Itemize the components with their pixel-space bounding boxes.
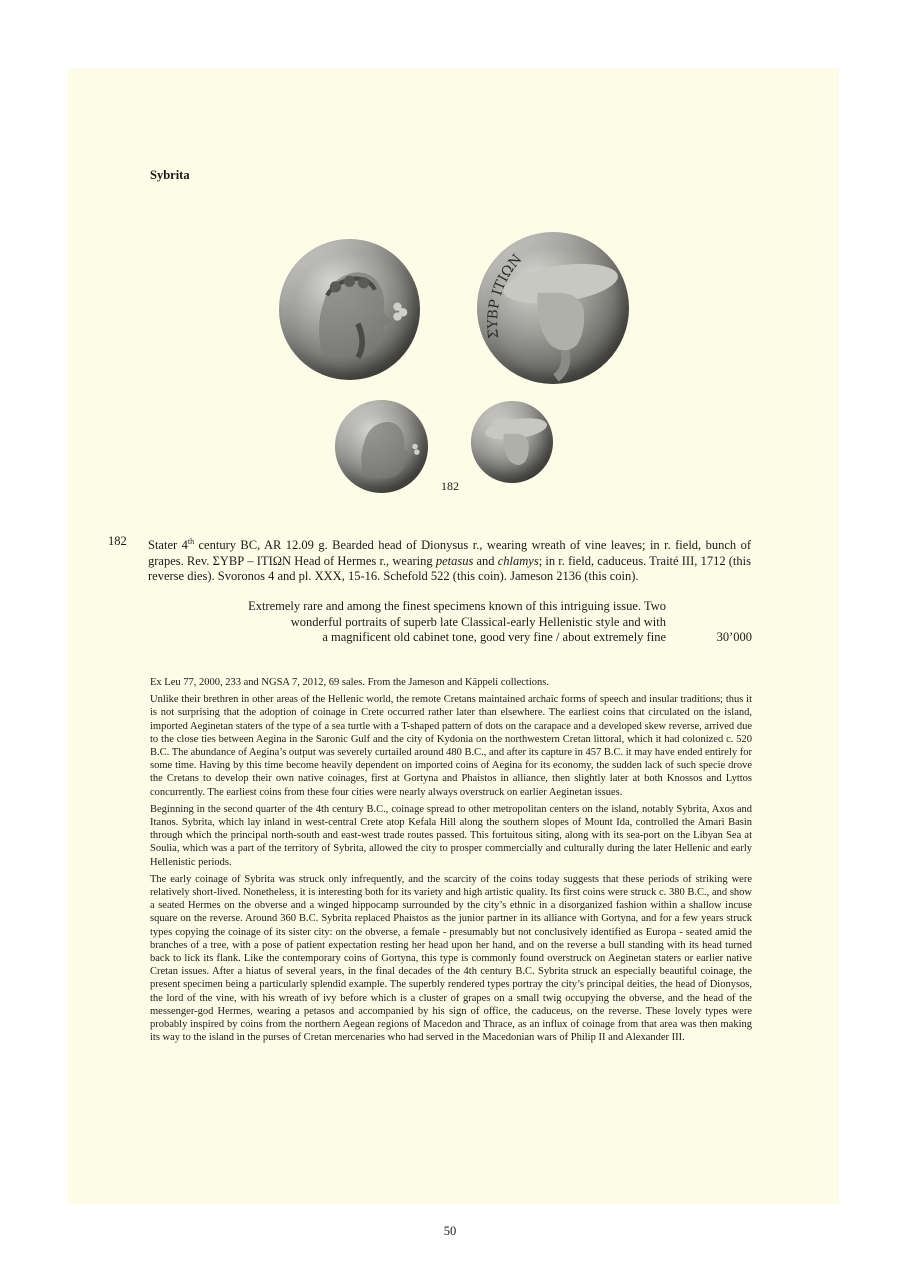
- lot-number: 182: [108, 534, 127, 548]
- dionysus-head-small-icon: [335, 400, 428, 493]
- svg-text:ΣΥΒΡ ΙΤΙΩΝ: ΣΥΒΡ ΙΤΙΩΝ: [485, 251, 526, 340]
- dionysus-head-icon: [279, 239, 420, 380]
- rarity-note: [150, 599, 666, 646]
- rarity-line: Extremely rare and among the finest specimens known of this intriguing issue. Two: [248, 599, 666, 613]
- lot-caption: 182: [441, 479, 459, 493]
- hermes-small-icon: [471, 401, 553, 483]
- estimate-price: 30’000: [716, 630, 752, 644]
- coin-reverse-small: [471, 401, 553, 483]
- hermes-petasus-icon: [477, 232, 629, 384]
- lot-notes: [150, 676, 752, 1048]
- rarity-line: wonderful portraits of superb late Classical-early Hellenistic style and with: [290, 614, 666, 629]
- page-number: 50: [443, 1224, 457, 1238]
- coin-obverse-large: [279, 239, 420, 380]
- notes-paragraph: Unlike their brethren in other areas of the Hellenic world, the remote Cretans maintained archaic forms of speech and insular traditions; thus it is not surprising that the adoption of coinage in Crete occurred rather later than elsewhere. The earliest coins that circulated on the island, imported Aeginetan staters of the type of a sea turtle with a T-shaped pattern of dots on the carapace and a developed skew reverse, arrived due to the close ties between Aegina in the Saronic Gulf and the city of Kydonia on the northwestern Cretan littoral, which it had colonized c. 520 B.C. The abundance of Aegina’s output was severely curtailed around 480 B.C., and after its capture in 457 B.C. it may have ended entirely for some time. Having by this time become heavily dependent on imported coins of Aegina for its economy, the sudden lack of such specie drove the Cretans to develop their own native coinages, first at Gortyna and Phaistos in alliance, then slightly later at both Knossos and Lyttos concurrently. The earliest coins from these four cities were nearly always overstruck on earlier Aeginetan issues.: [150, 694, 752, 798]
- lot-description: Stater 4th century BC, AR 12.09 g. Bearded head of Dionysus r., wearing wreath of vine leaves; in r. field, bunch of grapes. Rev. ΣΥΒΡ – ΙΤΙΩΝ Head of Hermes r., wearing petasus and chlamys; in r. field, caduceus. Traité III, 1712 (this reverse dies). Svoronos 4 and pl. XXX, 15-16. Schefold 522 (this coin). Jameson 2136 (this coin).: [148, 537, 751, 584]
- coin-obverse-small: [335, 400, 428, 493]
- notes-paragraph: Beginning in the second quarter of the 4th century B.C., coinage spread to other metropolitan centers on the island, notably Sybrita, Axos and Itanos. Sybrita, which lay inland in west-central Crete atop Kefala Hill along the southern slopes of Mount Ida, controlled the Amari Basin through which the principal north-south and east-west trade routes passed. This fortuitous siting, along with its sea-port on the Libyan Sea at Soulia, which was a part of the territory of Sybrita, allowed the city to prosper commercially and culturally during the later Hellenic and early Hellenistic periods.: [150, 803, 752, 868]
- section-title: Sybrita: [150, 168, 190, 182]
- rarity-line: a magnificent old cabinet tone, good very fine / about extremely fine: [322, 630, 666, 644]
- provenance: Ex Leu 77, 2000, 233 and NGSA 7, 2012, 69 sales. From the Jameson and Käppeli collections.: [150, 677, 549, 688]
- coin-reverse-large: [477, 232, 629, 384]
- notes-paragraph: The early coinage of Sybrita was struck only infrequently, and the scarcity of the coins today suggests that these periods of striking were relatively short-lived. Nonetheless, it is interesting both for its variety and high artistic quality. Its first coins were struck c. 380 B.C., and show a seated Hermes on the obverse and a winged hippocamp surrounded by the city’s ethnic in a disorganized fashion within a shallow incuse square on the reverse. Around 360 B.C. Sybrita replaced Phaistos as the junior partner in its alliance with Gortyna, and for a few years struck types copying the coinage of its sister city: on the obverse, a female - presumably but not conclusively identified as Europa - seated amid the branches of a tree, with a pose of patient expectation resting her head upon her hand, and on the reverse a bull standing with its head turned back to lick its flank. Like the contemporary coins of Gortyna, this type is commonly found overstruck on Aeginetan staters or earlier native Cretan issues. After a hiatus of several years, in the final decades of the 4th century B.C. Sybrita struck an especially beautiful coinage, the present specimen being a particularly splendid example. The superbly rendered types portray the city’s principal deities, the head of Dionysos, the lord of the vine, with his wreath of ivy before which is a cluster of grapes on a small twig occupying the obverse, and the head of the messenger-god Hermes, wearing a petasos and accompanied by his sign of office, the caduceus, on the reverse. These lovely types were probably inspired by coins from the northern Aegean regions of Macedon and Thrace, as an influx of coinage from that area was then making its way to the island in the purses of Cretan mercenaries who had served in the Macedonian wars of Philip II and Alexander III.: [150, 873, 752, 1044]
